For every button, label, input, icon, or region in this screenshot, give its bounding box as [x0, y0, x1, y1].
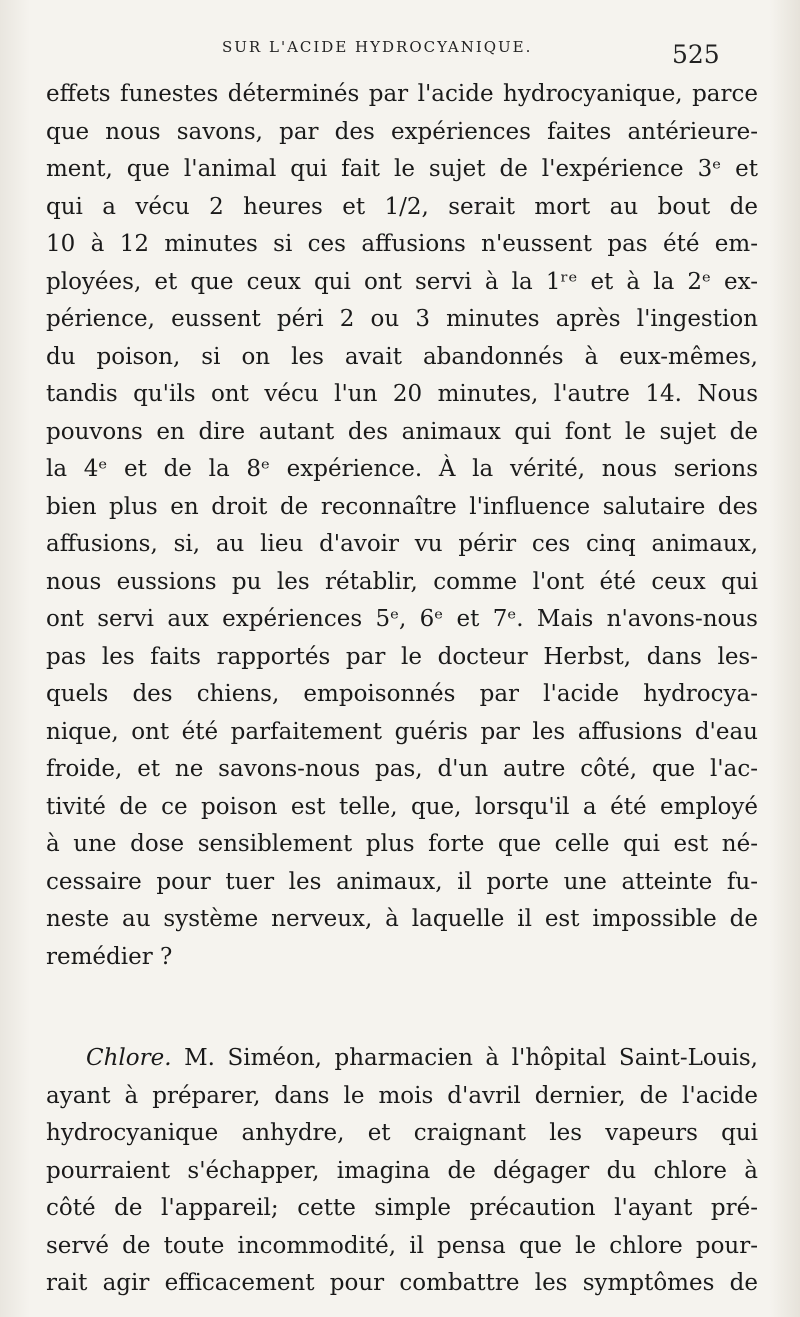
text-line: pourraient s'échapper, imagina de dégager du chlore à	[46, 1157, 758, 1184]
text-line: affusions, si, au lieu d'avoir vu périr ces cinq animaux,	[46, 531, 758, 557]
text-line: cessaire pour tuer les animaux, il porte une atteinte fu-	[46, 868, 758, 895]
text-line: quels des chiens, empoisonnés par l'acide hydrocya-	[46, 681, 758, 707]
text-line: 10 à 12 minutes si ces affusions n'eussent pas été em-	[46, 231, 758, 257]
text-line: ployées, et que ceux qui ont servi à la 1ʳᵉ et à la 2ᵉ ex-	[46, 268, 758, 295]
section-lead-word: Chlore.	[86, 1045, 172, 1071]
text-line: périence, eussent péri 2 ou 3 minutes après l'ingestion	[46, 306, 758, 332]
text-line: qui a vécu 2 heures et 1/2, serait mort au bout de	[46, 193, 758, 220]
text-line: servé de toute incommodité, il pensa que le chlore pour-	[46, 1232, 758, 1259]
text-line: la 4ᵉ et de la 8ᵉ expérience. À la vérité, nous serions	[46, 456, 758, 482]
text-span: M. Siméon, pharmacien à l'hôpital Saint-Louis,	[184, 1045, 758, 1071]
paragraph-gap	[46, 976, 758, 1040]
text-line: neste au système nerveux, à laquelle il est impossible de	[46, 906, 758, 932]
text-line: remédier ?	[46, 943, 173, 970]
text-line: du poison, si on les avait abandonnés à eux-mêmes,	[46, 343, 758, 370]
paragraph-affusions	[46, 76, 758, 976]
text-line: ont servi aux expériences 5ᵉ, 6ᵉ et 7ᵉ. Mais n'avons-nous	[46, 606, 758, 632]
text-line: effets funestes déterminés par l'acide hydrocyanique, parce	[46, 81, 758, 107]
text-line: tandis qu'ils ont vécu l'un 20 minutes, l'autre 14. Nous	[46, 381, 758, 407]
text-line: bien plus en droit de reconnaître l'influence salutaire des	[46, 493, 758, 520]
paragraph-chlore	[46, 1040, 758, 1303]
text-line: pas les faits rapportés par le docteur Herbst, dans les-	[46, 643, 758, 670]
text-line: nous eussions pu les rétablir, comme l'ont été ceux qui	[46, 568, 758, 595]
text-line: rait agir efficacement pour combattre les symptômes de	[46, 1270, 758, 1296]
text-line-first	[46, 1040, 758, 1078]
text-line: nique, ont été parfaitement guéris par les affusions d'eau	[46, 718, 758, 745]
text-line: pouvons en dire autant des animaux qui font le sujet de	[46, 418, 758, 445]
text-line: que nous savons, par des expériences faites antérieure-	[46, 118, 758, 145]
text-line: ment, que l'animal qui fait le sujet de l'expérience 3ᵉ et	[46, 156, 758, 182]
page-number: 525	[672, 40, 720, 69]
text-line: froide, et ne savons-nous pas, d'un autre côté, que l'ac-	[46, 756, 758, 782]
text-line: côté de l'appareil; cette simple précaution l'ayant pré-	[46, 1195, 758, 1221]
running-title: SUR L'ACIDE HYDROCYANIQUE.	[222, 38, 533, 56]
text-line: ayant à préparer, dans le mois d'avril dernier, de l'acide	[46, 1082, 758, 1109]
text-line: à une dose sensiblement plus forte que celle qui est né-	[46, 831, 758, 857]
text-line: tivité de ce poison est telle, que, lorsqu'il a été employé	[46, 793, 758, 820]
text-line: hydrocyanique anhydre, et craignant les vapeurs qui	[46, 1120, 758, 1146]
body-text	[46, 76, 758, 1303]
